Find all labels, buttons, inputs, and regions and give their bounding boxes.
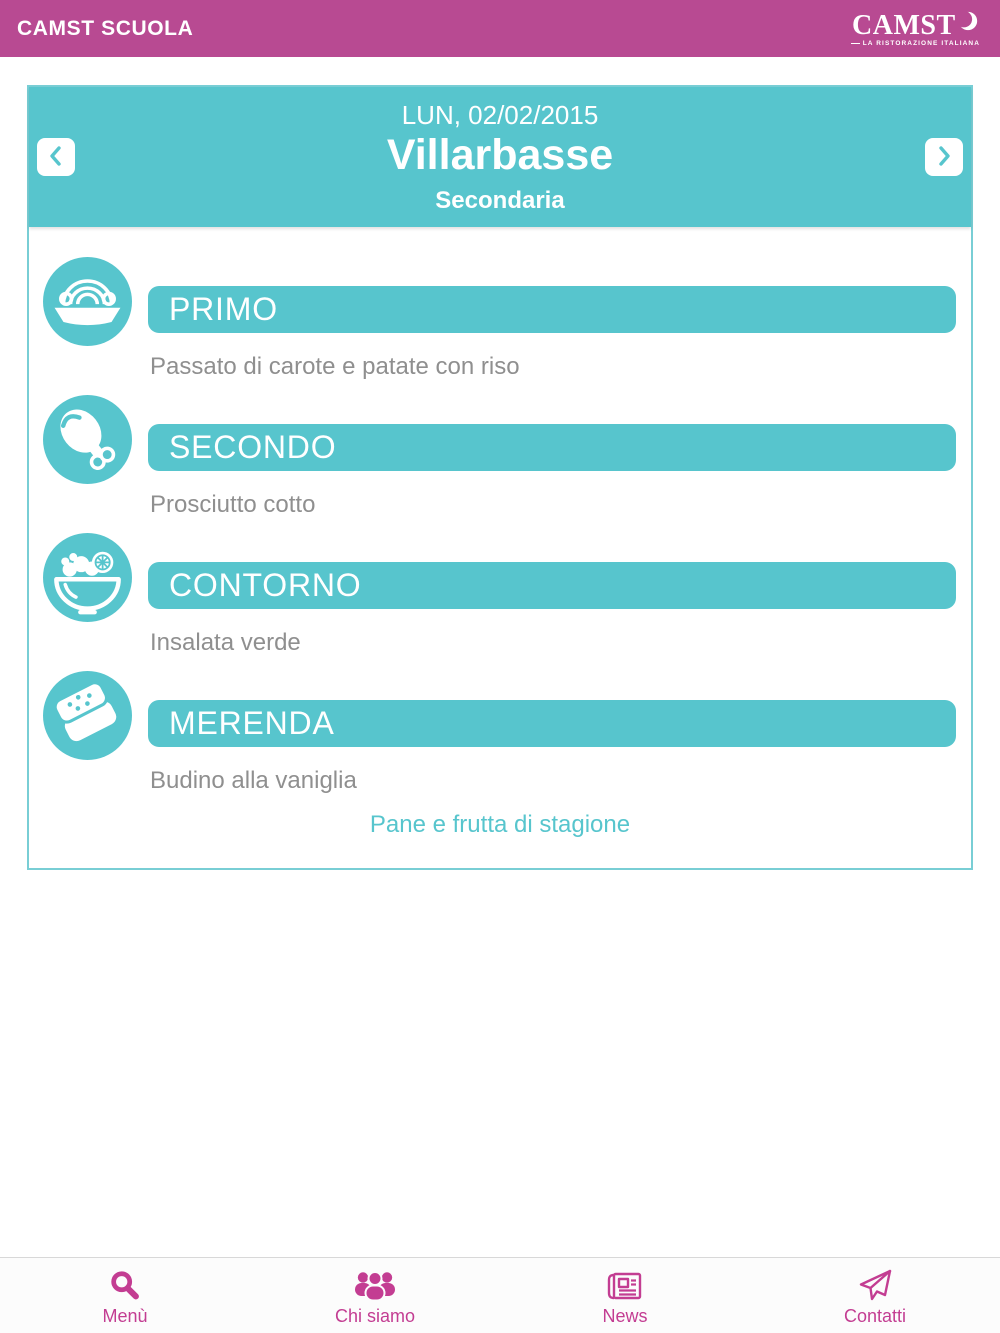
people-icon: [353, 1267, 397, 1304]
snack-sandwich-icon: [43, 671, 132, 760]
dish-text: Passato di carote e patate con riso: [150, 353, 520, 380]
tab-menu[interactable]: [0, 1258, 250, 1333]
tab-chi-siamo[interactable]: [250, 1258, 500, 1333]
tab-label: Menù: [102, 1306, 148, 1326]
camst-logo: [851, 10, 980, 47]
tab-label: News: [602, 1306, 648, 1326]
tab-news[interactable]: [500, 1258, 750, 1333]
daily-extras-note: Pane e frutta di stagione: [369, 811, 631, 838]
salad-bowl-icon: [43, 533, 132, 622]
course-label-bar: PRIMO: [148, 286, 956, 333]
chevron-right-icon: [932, 144, 956, 171]
daily-menu-card: [27, 85, 973, 870]
course-label-bar: SECONDO: [148, 424, 956, 471]
next-day-button[interactable]: [925, 138, 963, 176]
menu-row: [29, 395, 971, 533]
pasta-bowl-icon: [43, 257, 132, 346]
dish-text: Budino alla vaniglia: [150, 767, 357, 794]
app-header: [0, 0, 1000, 57]
menu-row: [29, 257, 971, 395]
menu-school-level: Secondaria: [435, 187, 565, 215]
tab-contatti[interactable]: [750, 1258, 1000, 1333]
newspaper-icon: [605, 1267, 645, 1304]
menu-date: LUN, 02/02/2015: [401, 100, 599, 130]
tab-bar: [0, 1257, 1000, 1333]
search-icon: [108, 1267, 142, 1304]
previous-day-button[interactable]: [37, 138, 75, 176]
menu-row: [29, 671, 971, 809]
app-title: CAMST SCUOLA: [17, 16, 194, 40]
drumstick-icon: [43, 395, 132, 484]
logo-tagline: LA RISTORAZIONE ITALIANA: [851, 40, 980, 47]
dish-text: Insalata verde: [150, 629, 301, 656]
menu-card-body: [29, 227, 971, 839]
crescent-moon-icon: [957, 8, 979, 39]
paper-plane-icon: [856, 1267, 894, 1304]
menu-row: [29, 533, 971, 671]
dish-text: Prosciutto cotto: [150, 491, 316, 518]
menu-card-header: [29, 87, 971, 227]
tab-label: Contatti: [843, 1306, 907, 1326]
course-label-bar: CONTORNO: [148, 562, 956, 609]
menu-location: Villarbasse: [386, 131, 614, 179]
logo-wordmark: CAMST: [852, 10, 956, 41]
chevron-left-icon: [44, 144, 68, 171]
course-label-bar: MERENDA: [148, 700, 956, 747]
tab-label: Chi siamo: [334, 1306, 416, 1326]
